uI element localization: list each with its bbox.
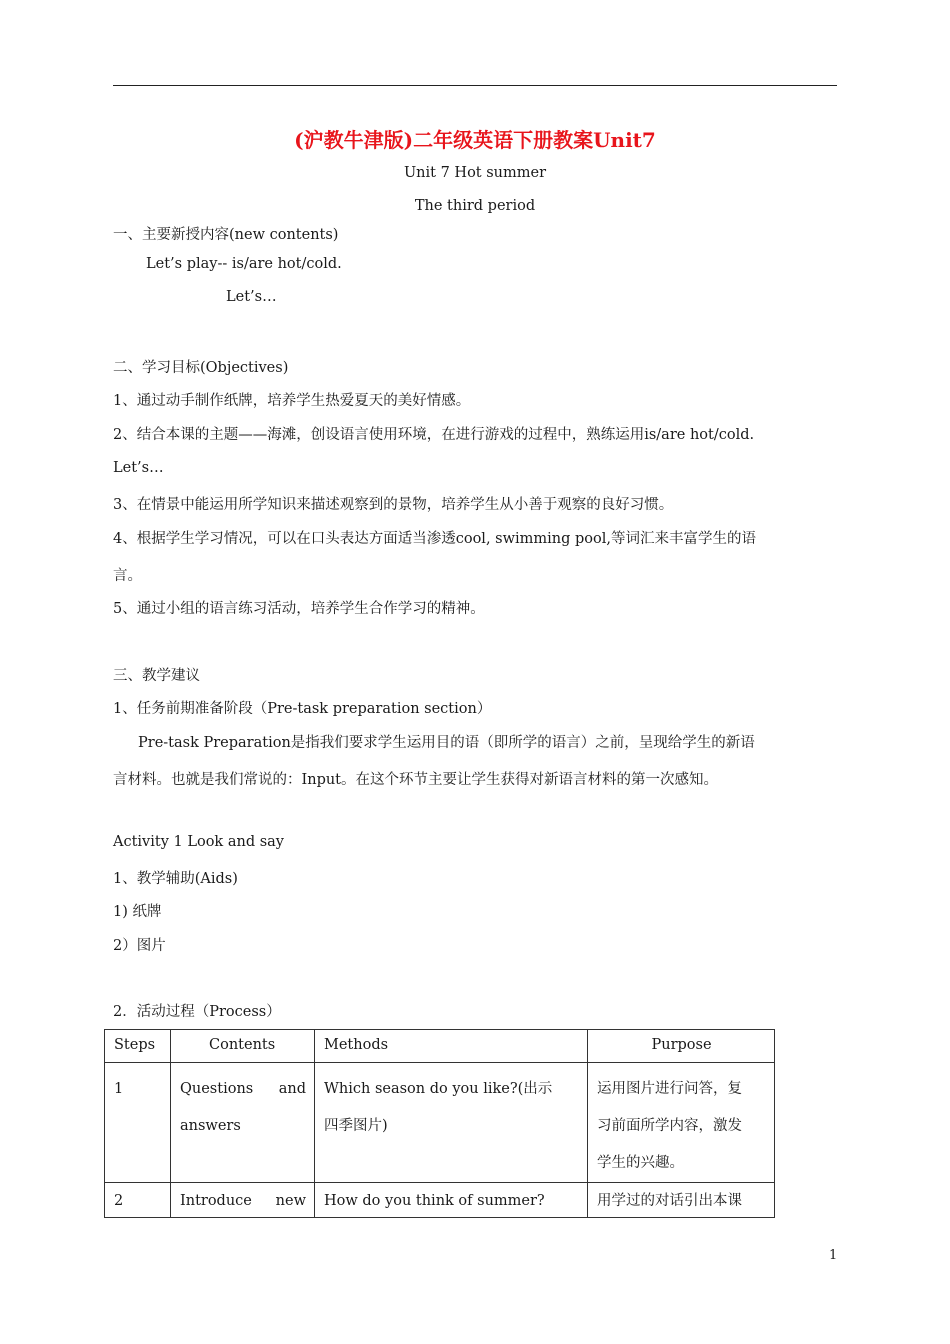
cell-step: 1 (105, 1063, 171, 1183)
methods-line: 四季图片) (324, 1118, 388, 1134)
section3-heading: 三、教学建议 (113, 668, 200, 684)
header-rule (113, 85, 837, 86)
document-title: (沪教牛津版)二年级英语下册教案Unit7 (294, 128, 656, 152)
header-purpose: Purpose (588, 1030, 775, 1063)
header-contents: Contents (171, 1030, 315, 1063)
table-row (105, 1183, 775, 1218)
header-methods: Methods (315, 1030, 588, 1063)
cell-methods (315, 1063, 588, 1183)
cell-methods (315, 1183, 588, 1218)
header-steps: Steps (105, 1030, 171, 1063)
aid-item-2: 2）图片 (113, 938, 166, 954)
period-title: The third period (414, 198, 536, 214)
activity-title: Activity 1 Look and say (113, 834, 284, 850)
methods-line: How do you think of summer? (324, 1193, 545, 1209)
cell-contents (171, 1183, 315, 1218)
process-table (104, 1029, 775, 1218)
contents-word: and (278, 1081, 306, 1097)
contents-word: Questions (180, 1081, 254, 1097)
objective-1: 1、通过动手制作纸牌，培养学生热爱夏天的美好情感。 (113, 393, 471, 409)
aids-heading: 1、教学辅助(Aids) (113, 871, 238, 887)
section1-line2: Let’s… (226, 289, 277, 305)
section3-para-line2: 言材料。也就是我们常说的：Input。在这个环节主要让学生获得对新语言材料的第一次感知。 (113, 772, 719, 788)
purpose-line: 习前面所学内容，激发 (597, 1118, 742, 1134)
objective-4-line1: 4、根据学生学习情况，可以在口头表达方面适当渗透cool, swimming pool,等词汇来丰富学生的语 (113, 531, 757, 547)
table-row (105, 1063, 775, 1183)
contents-word: Introduce (180, 1193, 252, 1209)
contents-word: new (275, 1193, 306, 1209)
objective-5: 5、通过小组的语言练习活动，培养学生合作学习的精神。 (113, 601, 485, 617)
section1-line1: Let’s play-- is/are hot/cold. (146, 256, 342, 272)
section1-heading: 一、主要新授内容(new contents) (113, 227, 339, 243)
unit-title: Unit 7 Hot summer (403, 165, 547, 181)
purpose-line: 运用图片进行问答，复 (597, 1081, 742, 1097)
contents-line: answers (180, 1118, 241, 1134)
objective-3: 3、在情景中能运用所学知识来描述观察到的景物，培养学生从小善于观察的良好习惯。 (113, 497, 674, 513)
purpose-line: 学生的兴趣。 (597, 1155, 684, 1171)
cell-step: 2 (105, 1183, 171, 1218)
page-number: 1 (829, 1248, 838, 1263)
section2-heading: 二、学习目标(Objectives) (113, 360, 289, 376)
aid-item-1: 1) 纸牌 (113, 904, 162, 920)
section3-sub1: 1、任务前期准备阶段（Pre-task preparation section） (113, 701, 492, 717)
objective-2-line2: Let’s… (113, 460, 164, 476)
methods-line: Which season do you like?(出示 (324, 1081, 553, 1097)
section3-para-line1: Pre-task Preparation是指我们要求学生运用目的语（即所学的语言）之前，呈现给学生的新语 (138, 735, 755, 751)
table-header-row (105, 1030, 775, 1063)
process-heading: 2．活动过程（Process） (113, 1004, 281, 1020)
objective-4-line2: 言。 (113, 568, 142, 584)
cell-contents (171, 1063, 315, 1183)
objective-2-line1: 2、结合本课的主题——海滩，创设语言使用环境，在进行游戏的过程中，熟练运用is/are hot/cold. (113, 427, 755, 443)
purpose-line: 用学过的对话引出本课 (597, 1193, 742, 1209)
cell-purpose (588, 1183, 775, 1218)
cell-purpose (588, 1063, 775, 1183)
